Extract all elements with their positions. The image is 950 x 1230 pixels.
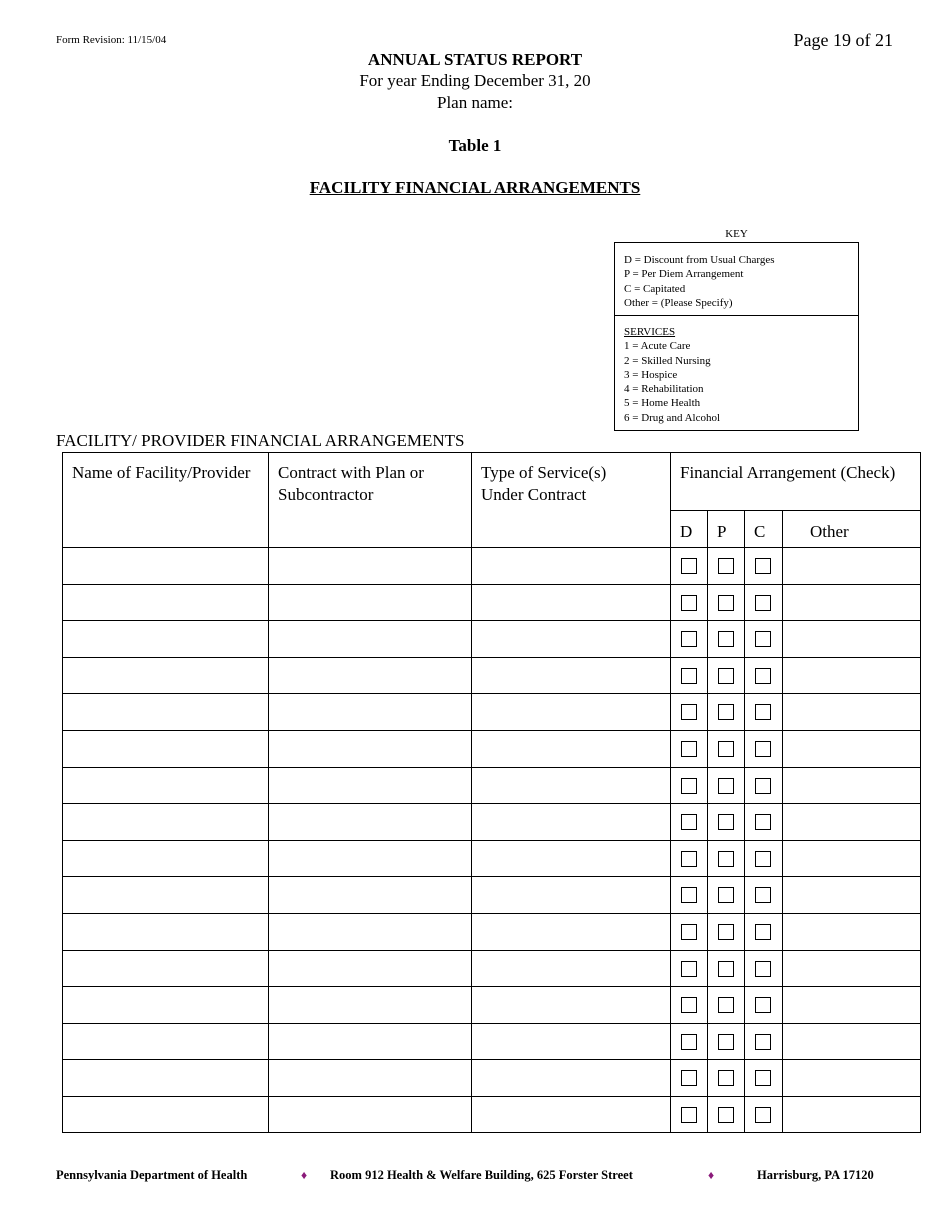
checkbox-d[interactable] bbox=[681, 1107, 697, 1123]
checkbox-p[interactable] bbox=[718, 704, 734, 720]
checkbox-c[interactable] bbox=[755, 887, 771, 903]
checkbox-d[interactable] bbox=[681, 558, 697, 574]
table-row-divider bbox=[62, 693, 921, 694]
service-item: 1 = Acute Care bbox=[624, 340, 691, 353]
footer-address: Room 912 Health & Welfare Building, 625 Forster Street bbox=[330, 1168, 633, 1182]
table-caption: FACILITY/ PROVIDER FINANCIAL ARRANGEMENTS bbox=[56, 431, 465, 450]
col-divider bbox=[782, 510, 783, 1133]
col-divider bbox=[670, 452, 671, 1133]
form-revision: Form Revision: 11/15/04 bbox=[56, 34, 167, 46]
checkbox-c[interactable] bbox=[755, 997, 771, 1013]
table-border-right bbox=[920, 452, 921, 1133]
col-header-name: Name of Facility/Provider bbox=[72, 463, 251, 482]
checkbox-c[interactable] bbox=[755, 558, 771, 574]
checkbox-c[interactable] bbox=[755, 704, 771, 720]
checkbox-c[interactable] bbox=[755, 595, 771, 611]
checkbox-c[interactable] bbox=[755, 631, 771, 647]
checkbox-d[interactable] bbox=[681, 924, 697, 940]
footer-separator: ♦ bbox=[708, 1168, 715, 1182]
checkbox-c[interactable] bbox=[755, 1107, 771, 1123]
col-header-other: Other bbox=[810, 522, 849, 541]
key-title: KEY bbox=[725, 228, 748, 240]
footer-city: Harrisburg, PA 17120 bbox=[757, 1168, 874, 1182]
col-header-c: C bbox=[754, 522, 766, 541]
checkbox-d[interactable] bbox=[681, 704, 697, 720]
table-row-divider bbox=[62, 840, 921, 841]
checkbox-d[interactable] bbox=[681, 741, 697, 757]
checkbox-p[interactable] bbox=[718, 961, 734, 977]
service-item: 2 = Skilled Nursing bbox=[624, 354, 711, 367]
col-divider bbox=[268, 452, 269, 1133]
table-row-divider bbox=[62, 986, 921, 987]
year-ending-line: For year Ending December 31, 20 bbox=[359, 71, 591, 90]
services-heading: SERVICES bbox=[624, 326, 676, 338]
page-number: Page 19 of 21 bbox=[793, 30, 893, 50]
table-label: Table 1 bbox=[448, 136, 502, 155]
key-box bbox=[614, 242, 859, 431]
table-row-divider bbox=[62, 876, 921, 877]
footer-separator: ♦ bbox=[301, 1168, 308, 1182]
key-code: C = Capitated bbox=[624, 282, 686, 295]
checkbox-p[interactable] bbox=[718, 997, 734, 1013]
service-item: 5 = Home Health bbox=[624, 397, 701, 410]
col-divider bbox=[707, 510, 708, 1133]
checkbox-p[interactable] bbox=[718, 778, 734, 794]
footer-department: Pennsylvania Department of Health bbox=[56, 1168, 248, 1182]
key-codes bbox=[624, 253, 775, 310]
key-services bbox=[624, 325, 720, 425]
checkbox-p[interactable] bbox=[718, 887, 734, 903]
table-row-divider bbox=[62, 584, 921, 585]
service-item: 4 = Rehabilitation bbox=[624, 383, 704, 396]
checkbox-d[interactable] bbox=[681, 961, 697, 977]
checkbox-d[interactable] bbox=[681, 887, 697, 903]
section-title: FACILITY FINANCIAL ARRANGEMENTS bbox=[309, 178, 641, 197]
checkbox-p[interactable] bbox=[718, 1107, 734, 1123]
table-row-divider bbox=[62, 913, 921, 914]
table-row-divider bbox=[62, 1059, 921, 1060]
key-code: Other = (Please Specify) bbox=[624, 296, 733, 309]
checkbox-c[interactable] bbox=[755, 778, 771, 794]
checkbox-c[interactable] bbox=[755, 814, 771, 830]
checkbox-p[interactable] bbox=[718, 1034, 734, 1050]
checkbox-p[interactable] bbox=[718, 1070, 734, 1086]
table-row-divider bbox=[62, 730, 921, 731]
checkbox-p[interactable] bbox=[718, 851, 734, 867]
col-header-contract: Contract with Plan or Subcontractor bbox=[278, 463, 424, 504]
table-border-left bbox=[62, 452, 63, 1133]
col-divider bbox=[744, 510, 745, 1133]
checkbox-c[interactable] bbox=[755, 1034, 771, 1050]
table-border-top bbox=[62, 452, 921, 453]
col-header-d: D bbox=[680, 522, 693, 541]
table-row-divider bbox=[62, 657, 921, 658]
checkbox-d[interactable] bbox=[681, 778, 697, 794]
checkbox-p[interactable] bbox=[718, 668, 734, 684]
table-row-divider bbox=[62, 620, 921, 621]
service-item: 6 = Drug and Alcohol bbox=[624, 411, 721, 424]
checkbox-c[interactable] bbox=[755, 924, 771, 940]
table-row-divider bbox=[62, 950, 921, 951]
checkbox-d[interactable] bbox=[681, 631, 697, 647]
report-title: ANNUAL STATUS REPORT bbox=[367, 50, 583, 69]
key-divider bbox=[615, 315, 858, 316]
plan-name-line: Plan name: bbox=[436, 93, 513, 112]
table-row-divider bbox=[62, 547, 921, 548]
service-item: 3 = Hospice bbox=[624, 368, 678, 381]
col-divider bbox=[471, 452, 472, 1133]
checkbox-c[interactable] bbox=[755, 851, 771, 867]
table-row-divider bbox=[62, 1023, 921, 1024]
subheader-divider bbox=[670, 510, 921, 511]
key-code: P = Per Diem Arrangement bbox=[624, 268, 744, 281]
checkbox-p[interactable] bbox=[718, 741, 734, 757]
key-code: D = Discount from Usual Charges bbox=[624, 254, 775, 266]
checkbox-d[interactable] bbox=[681, 668, 697, 684]
checkbox-c[interactable] bbox=[755, 1070, 771, 1086]
checkbox-c[interactable] bbox=[755, 741, 771, 757]
checkbox-d[interactable] bbox=[681, 814, 697, 830]
checkbox-c[interactable] bbox=[755, 668, 771, 684]
checkbox-d[interactable] bbox=[681, 1034, 697, 1050]
checkbox-d[interactable] bbox=[681, 1070, 697, 1086]
checkbox-d[interactable] bbox=[681, 595, 697, 611]
table-row-divider bbox=[62, 803, 921, 804]
checkbox-p[interactable] bbox=[718, 814, 734, 830]
arrangements-table bbox=[62, 452, 921, 1133]
col-header-financial: Financial Arrangement (Check) bbox=[680, 463, 896, 482]
checkbox-p[interactable] bbox=[718, 631, 734, 647]
checkbox-c[interactable] bbox=[755, 961, 771, 977]
table-row-divider bbox=[62, 767, 921, 768]
checkbox-d[interactable] bbox=[681, 851, 697, 867]
table-row-divider bbox=[62, 1096, 921, 1097]
table-border-bottom bbox=[62, 1132, 921, 1133]
checkbox-p[interactable] bbox=[718, 924, 734, 940]
checkbox-p[interactable] bbox=[718, 595, 734, 611]
col-header-p: P bbox=[717, 522, 727, 541]
checkbox-d[interactable] bbox=[681, 997, 697, 1013]
checkbox-p[interactable] bbox=[718, 558, 734, 574]
col-header-service: Type of Service(s) Under Contract bbox=[481, 463, 607, 504]
